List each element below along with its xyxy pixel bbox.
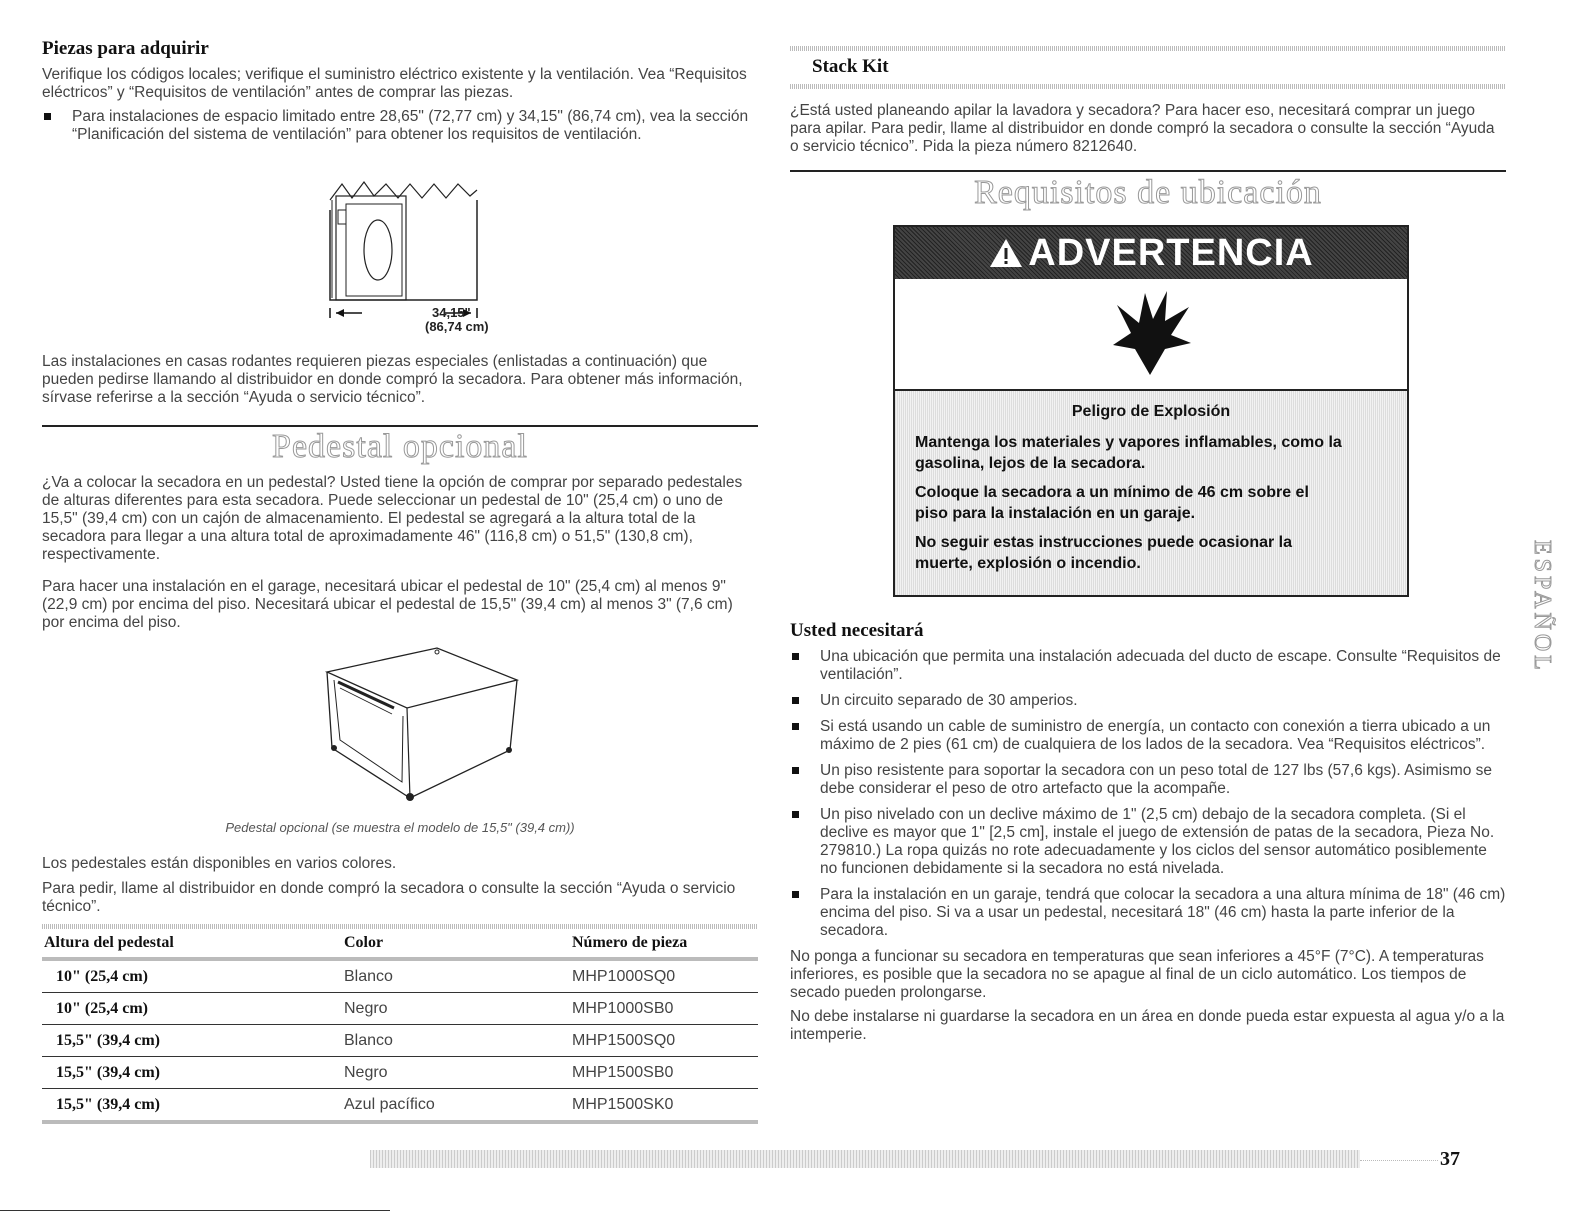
cell-height: 10" (25,4 cm) xyxy=(42,993,344,1025)
needs-item: Una ubicación que permita una instalación adecuada del ducto de escape. Consulte “Requisitos de ventilación”. xyxy=(790,648,1506,684)
table-row xyxy=(42,993,758,1025)
cell-height: 15,5" (39,4 cm) xyxy=(42,1057,344,1089)
parts-bullet: Para instalaciones de espacio limitado entre 28,65" (72,77 cm) y 34,15" (86,74 cm), vea la sección “Planificación del sistema de ventilación” para obtener los requisitos de ventilación. xyxy=(42,108,758,144)
order-note: Para pedir, llame al distribuidor en donde compró la secadora o consulte la sección “Ayuda o servicio técnico”. xyxy=(42,880,736,915)
pedestal-illustration xyxy=(282,640,542,810)
pedestal-title: Pedestal opcional xyxy=(272,428,528,465)
footer-dots xyxy=(1360,1160,1438,1161)
table-row xyxy=(42,1089,758,1123)
needs-item: Para la instalación en un garaje, tendrá que colocar la secadora a una altura mínima de 18" (46 cm) encima del piso. Si va a usar un pedestal, necesitará 18" (46 cm) hasta la parte inferior de la secadora. xyxy=(790,886,1506,940)
dimension-cm: (86,74 cm) xyxy=(425,319,489,334)
needs-item: Si está usando un cable de suministro de energía, un contacto con conexión a tierra ubicado a un máximo de 2 pies (61 cm) de cualquiera de los lados de la secadora. Vea “Requisitos eléctricos”. xyxy=(790,718,1506,754)
warning-triangle-icon xyxy=(988,237,1024,269)
needs-item: Un piso resistente para soportar la secadora con un peso total de 127 lbs (57,6 kgs). Asimismo se debe considerar el peso de otro artefacto que la acompañe. xyxy=(790,762,1506,798)
cell-color: Azul pacífico xyxy=(344,1089,572,1123)
needs-item: Un piso nivelado con un declive máximo de 1" (2,5 cm) debajo de la secadora completa. (Si el declive es mayor que 1" [2,5 cm], instale el juego de extensión de patas de la secadora, Pieza No. 279810.) La ropa quizás no rote adecuadamente y los ciclos del sensor automático posiblemente no funcionen debidamente si la secadora no está nivelada. xyxy=(790,806,1506,878)
warning-box xyxy=(893,225,1409,597)
stack-heading: Stack Kit xyxy=(812,56,889,77)
temperature-note: No ponga a funcionar su secadora en temperaturas que sean inferiores a 45°F (7°C). A temperaturas inferiores, es posible que la secadora no se apague al final de un ciclo automático. Los tiempos de secado pueden prolongarse. xyxy=(790,948,1484,1001)
mobile-home-text: Las instalaciones en casas rodantes requieren piezas especiales (enlistadas a continuación) que pueden pedirse llamando al distribuidor en donde compró la secadora. Para obtener más información, sírvase referirse a la sección “Ayuda o servicio técnico”. xyxy=(42,353,743,406)
warning-line: Coloque la secadora a un mínimo de 46 cm sobre el piso para la instalación en un garaje. xyxy=(915,484,1309,522)
col-header-height: Altura del pedestal xyxy=(44,934,174,951)
cell-color: Blanco xyxy=(344,959,572,993)
parts-heading: Piezas para adquirir xyxy=(42,38,209,59)
table-row xyxy=(42,959,758,993)
warning-line: No seguir estas instrucciones puede ocasionar la muerte, explosión o incendio. xyxy=(915,534,1293,572)
section-rule xyxy=(790,170,1506,172)
cell-part: MHP1000SQ0 xyxy=(572,959,758,993)
table-header-row xyxy=(42,929,758,959)
pedestal-table xyxy=(42,929,758,1124)
location-title: Requisitos de ubicación xyxy=(974,174,1322,211)
warning-header xyxy=(895,227,1407,279)
cell-height: 10" (25,4 cm) xyxy=(42,959,344,993)
needs-item: Un circuito separado de 30 amperios. xyxy=(790,692,1506,710)
explosion-icon xyxy=(1105,287,1195,377)
footer-band xyxy=(370,1150,1360,1168)
stack-top-border xyxy=(790,46,1506,51)
pedestal-paragraph-1: ¿Va a colocar la secadora en un pedestal? Usted tiene la opción de comprar por separado pedestales de alturas diferentes para esta secadora. Puede seleccionar un pedestal de 10" (25,4 cm) o uno de 15,5" (39,4 cm) con un cajón de almacenamiento. El pedestal se agregará a la altura total de la secadora para llegar a una altura total de aproximadamente 46" (116,8 cm) o 51,5" (130,8 cm), respectivamente. xyxy=(42,474,743,563)
warning-line: Mantenga los materiales y vapores inflamables, como la gasolina, lejos de la secadora. xyxy=(915,434,1342,472)
section-rule xyxy=(42,425,758,427)
cell-part: MHP1500SB0 xyxy=(572,1057,758,1089)
cell-height: 15,5" (39,4 cm) xyxy=(42,1025,344,1057)
needs-section xyxy=(790,620,1506,1044)
stack-bottom-border xyxy=(790,84,1506,89)
parts-intro: Verifique los códigos locales; verifique el suministro eléctrico existente y la ventilación. Vea “Requisitos eléctricos” y “Requisitos de ventilación” antes de comprar las piezas. xyxy=(42,66,747,101)
weather-note: No debe instalarse ni guardarse la secadora en un área en donde pueda estar expuesta al agua y/o a la intemperie. xyxy=(790,1008,1505,1043)
pedestal-caption: Pedestal opcional (se muestra el modelo de 15,5" (39,4 cm)) xyxy=(225,820,575,835)
cell-height: 15,5" (39,4 cm) xyxy=(42,1089,344,1123)
cell-part: MHP1500SQ0 xyxy=(572,1025,758,1057)
pedestal-paragraph-2: Para hacer una instalación en el garage, necesitará ubicar el pedestal de 10" (25,4 cm) al menos 9" (22,9 cm) por encima del piso. Necesitará ubicar el pedestal de 15,5" (39,4 cm) al menos 3" (7,6 cm) por encima del piso. xyxy=(42,578,733,631)
page-number: 37 xyxy=(1440,1148,1460,1170)
table-row xyxy=(42,1057,758,1089)
bottom-edge-line xyxy=(0,1210,390,1211)
stack-text: ¿Está usted planeando apilar la lavadora y secadora? Para hacer eso, necesitará comprar un juego para apilar. Para pedir, llame al distribuidor en donde compró la secadora o consulte la sección “Ayuda o servicio técnico”. Pida la pieza número 8212640. xyxy=(790,102,1495,155)
language-side-tab: ESPAÑOL xyxy=(1529,540,1555,674)
cell-color: Negro xyxy=(344,1057,572,1089)
warning-text-area xyxy=(895,391,1407,595)
cell-part: MHP1000SB0 xyxy=(572,993,758,1025)
table-row xyxy=(42,1025,758,1057)
warning-symbol-area xyxy=(895,279,1407,391)
colors-note: Los pedestales están disponibles en varios colores. xyxy=(42,855,397,872)
cell-color: Blanco xyxy=(344,1025,572,1057)
cell-part: MHP1500SK0 xyxy=(572,1089,758,1123)
col-header-color: Color xyxy=(344,934,384,951)
closet-dryer-illustration xyxy=(322,180,522,340)
warning-hazard: Peligro de Explosión xyxy=(1071,403,1231,420)
needs-heading: Usted necesitará xyxy=(790,620,924,641)
dimension-inches: 34,15" xyxy=(432,305,471,320)
cell-color: Negro xyxy=(344,993,572,1025)
col-header-part: Número de pieza xyxy=(572,934,688,951)
warning-title: ADVERTENCIA xyxy=(1028,231,1314,274)
